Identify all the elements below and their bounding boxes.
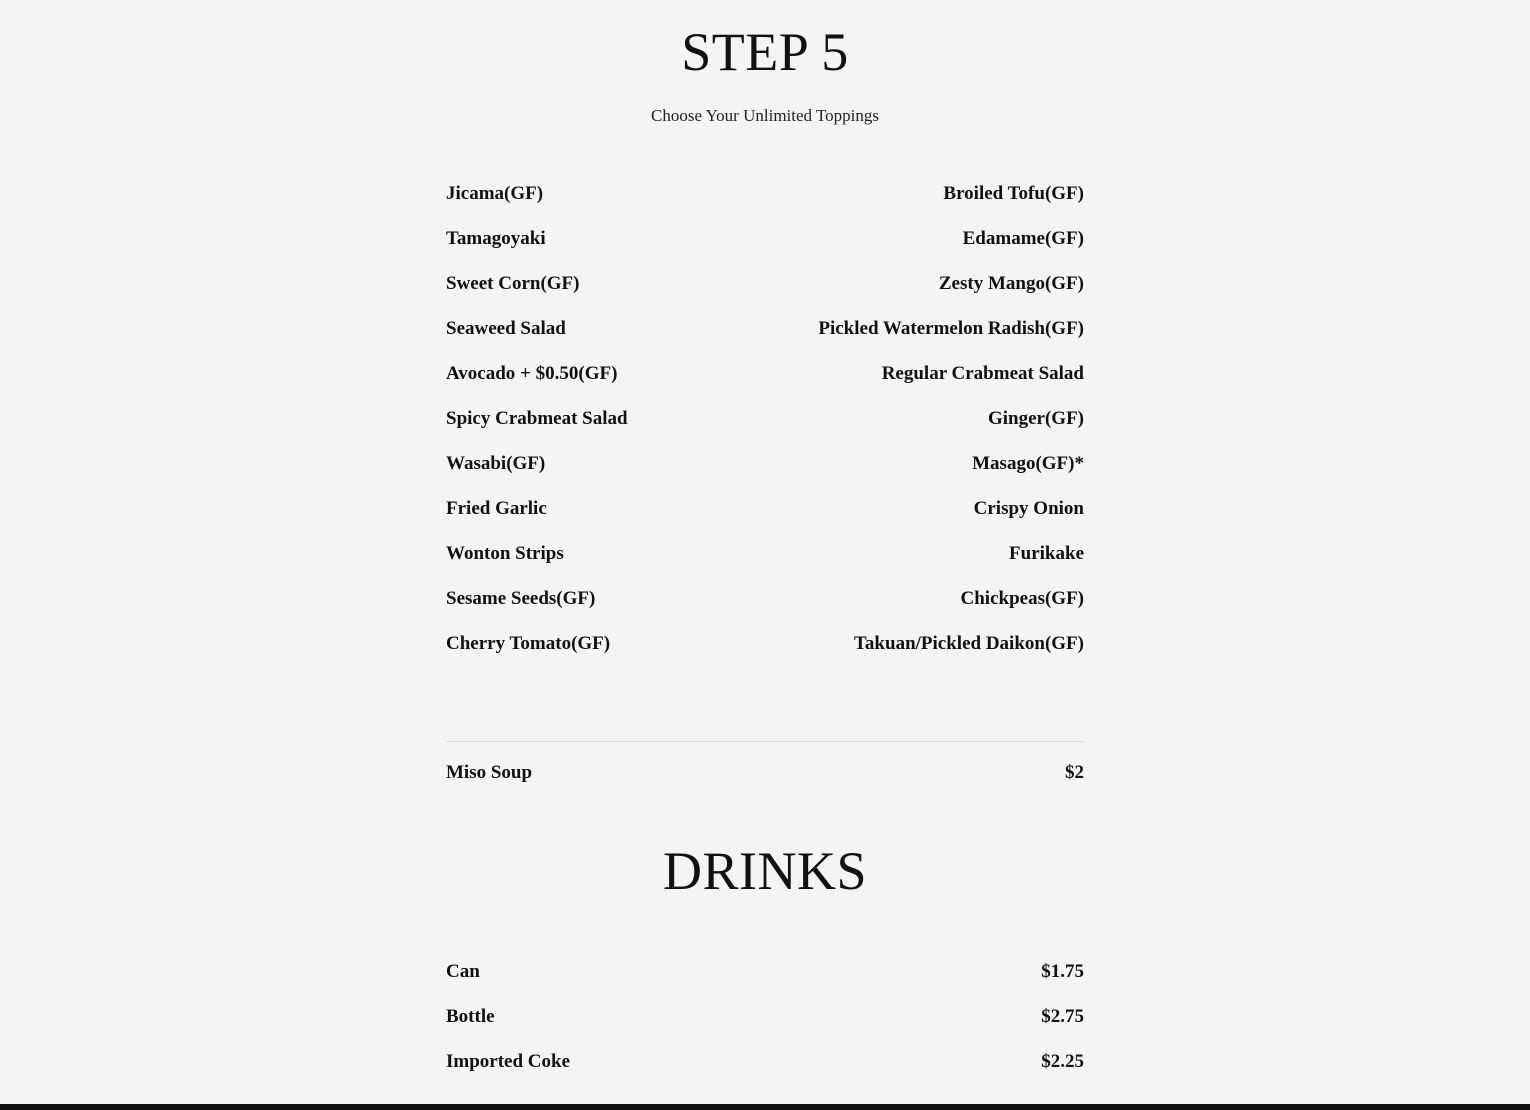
topping-row bbox=[446, 441, 1084, 486]
drink-row bbox=[446, 1039, 1084, 1084]
topping-item: Wonton Strips bbox=[446, 542, 564, 564]
topping-item: Chickpeas(GF) bbox=[960, 587, 1084, 609]
soup-price: $2 bbox=[1065, 762, 1084, 783]
drink-row bbox=[446, 949, 1084, 994]
drinks-list bbox=[446, 949, 1084, 1084]
topping-item: Tamagoyaki bbox=[446, 227, 546, 249]
section-divider bbox=[446, 741, 1084, 742]
topping-item: Cherry Tomato(GF) bbox=[446, 632, 611, 654]
drink-price: $1.75 bbox=[1041, 960, 1084, 982]
topping-row bbox=[446, 486, 1084, 531]
topping-item: Wasabi(GF) bbox=[446, 452, 546, 474]
topping-item: Masago(GF)* bbox=[972, 452, 1084, 474]
topping-item: Jicama(GF) bbox=[446, 182, 544, 204]
topping-item: Seaweed Salad bbox=[446, 317, 566, 339]
topping-row bbox=[446, 171, 1084, 216]
drink-name: Bottle bbox=[446, 1005, 495, 1027]
drink-name: Can bbox=[446, 960, 480, 982]
topping-item: Pickled Watermelon Radish(GF) bbox=[818, 317, 1084, 339]
topping-item: Spicy Crabmeat Salad bbox=[446, 407, 628, 429]
topping-item: Avocado + $0.50(GF) bbox=[446, 362, 618, 384]
topping-row bbox=[446, 351, 1084, 396]
topping-item: Edamame(GF) bbox=[962, 227, 1084, 249]
topping-row bbox=[446, 531, 1084, 576]
topping-item: Fried Garlic bbox=[446, 497, 547, 519]
soup-row bbox=[446, 760, 1084, 786]
topping-item: Furikake bbox=[1009, 542, 1084, 564]
topping-row bbox=[446, 216, 1084, 261]
toppings-list bbox=[446, 171, 1084, 666]
topping-row bbox=[446, 261, 1084, 306]
drink-name: Imported Coke bbox=[446, 1050, 571, 1072]
step-subtitle: Choose Your Unlimited Toppings bbox=[650, 106, 880, 125]
footer-bar bbox=[0, 1104, 1530, 1110]
topping-row bbox=[446, 306, 1084, 351]
topping-item: Takuan/Pickled Daikon(GF) bbox=[854, 632, 1084, 654]
drinks-title: DRINKS bbox=[662, 841, 868, 901]
drink-price: $2.25 bbox=[1041, 1050, 1084, 1072]
step-title: STEP 5 bbox=[681, 22, 849, 82]
topping-row bbox=[446, 396, 1084, 441]
topping-item: Ginger(GF) bbox=[987, 407, 1084, 429]
topping-item: Broiled Tofu(GF) bbox=[943, 182, 1084, 204]
drink-price: $2.75 bbox=[1041, 1005, 1084, 1027]
topping-row bbox=[446, 576, 1084, 621]
topping-item: Crispy Onion bbox=[973, 497, 1084, 519]
topping-item: Regular Crabmeat Salad bbox=[881, 362, 1084, 384]
soup-name: Miso Soup bbox=[446, 762, 533, 783]
topping-item: Sesame Seeds(GF) bbox=[446, 587, 596, 609]
topping-item: Sweet Corn(GF) bbox=[446, 272, 580, 294]
topping-row bbox=[446, 621, 1084, 666]
topping-item: Zesty Mango(GF) bbox=[938, 272, 1084, 294]
drink-row bbox=[446, 994, 1084, 1039]
